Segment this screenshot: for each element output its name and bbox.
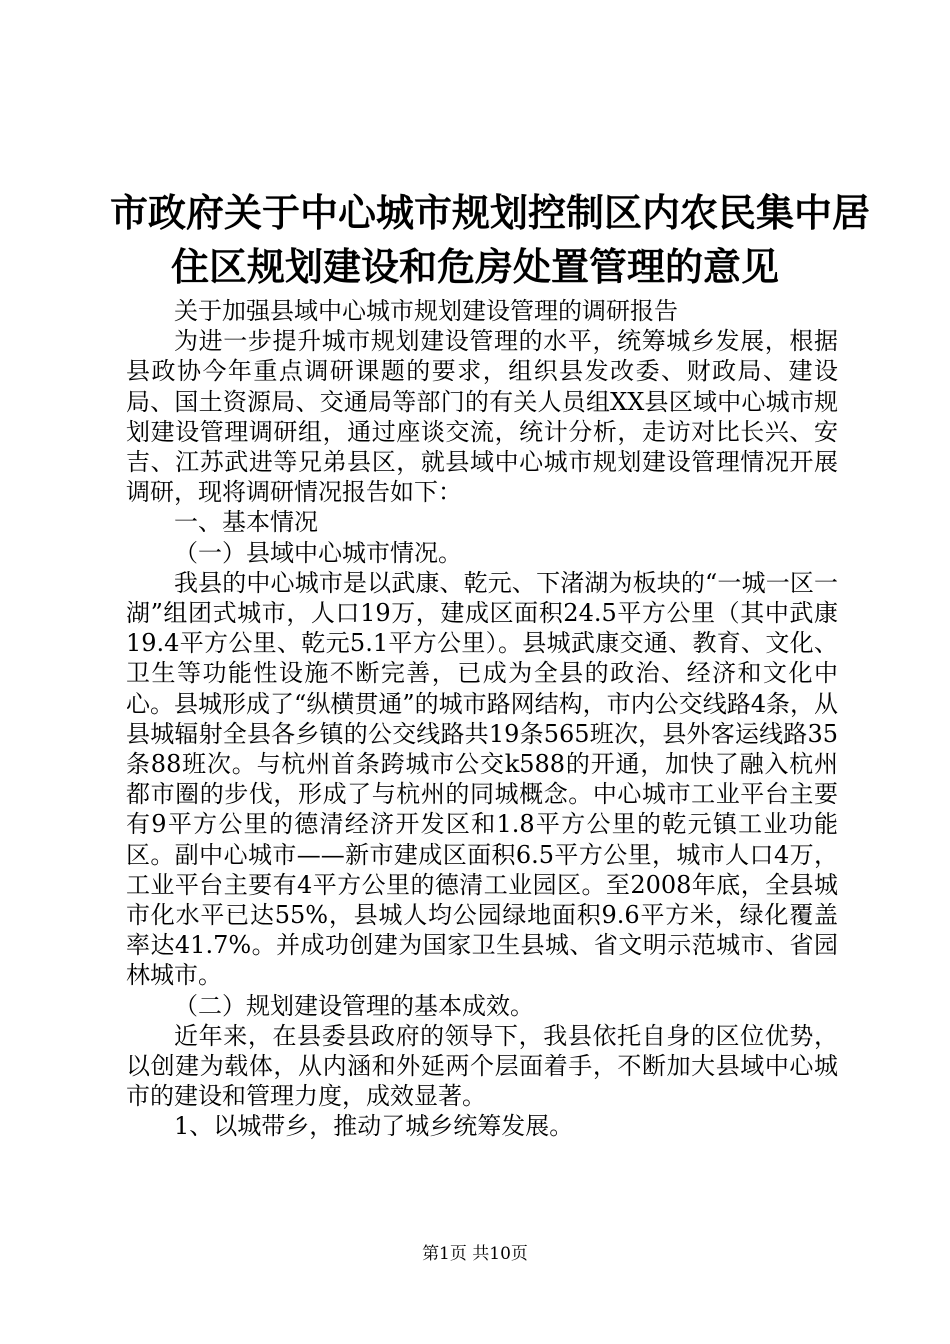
paragraph-achievements: 近年来，在县委县政府的领导下，我县依托自身的区位优势，以创建为载体，从内涵和外延两个层面着手，不断加大县域中心城市的建设和管理力度，成效显著。 bbox=[126, 1021, 838, 1111]
page-number: 第1页 共10页 bbox=[422, 1244, 528, 1264]
paragraph-intro: 为进一步提升城市规划建设管理的水平，统筹城乡发展，根据县政协今年重点调研课题的要求，组织县发改委、财政局、建设局、国土资源局、交通局等部门的有关人员组XX县区域中心城市规划建设管理调研组，通过座谈交流，统计分析，走访对比长兴、安吉、江苏武进等兄弟县区，就县域中心城市规划建设管理情况开展调研，现将调研情况报告如下： bbox=[126, 327, 838, 507]
subsection-heading-1: （一）县域中心城市情况。 bbox=[174, 538, 462, 567]
paragraph-city-overview: 我县的中心城市是以武康、乾元、下渚湖为板块的“一城一区一湖”组团式城市，人口19万，建成区面积24.5平方公里（其中武康19.4平方公里、乾元5.1平方公里）。县城武康交通、教育、文化、卫生等功能性设施不断完善，已成为全县的政治、经济和文化中心。县城形成了“纵横贯通”的城市路网结构，市内公交线路4条，从县城辐射全县各乡镇的公交线路共19条565班次，县外客运线路35条88班次。与杭州首条跨城市公交k588的开通，加快了融入杭州都市圈的步伐，形成了与杭州的同城概念。中心城市工业平台主要有9平方公里的德清经济开发区和1.8平方公里的乾元镇工业功能区。副中心城市——新市建成区面积6.5平方公里，城市人口4万，工业平台主要有4平方公里的德清工业园区。至2008年底，全县城市化水平已达55%，县城人均公园绿地面积9.6平方米，绿化覆盖率达41.7%。并成功创建为国家卫生县城、省文明示范城市、省园林城市。 bbox=[126, 568, 838, 990]
title-line-2: 住区规划建设和危房处置管理的意见 bbox=[170, 244, 779, 289]
item-heading-1: 1、以城带乡，推动了城乡统筹发展。 bbox=[174, 1112, 574, 1141]
report-subtitle: 关于加强县域中心城市规划建设管理的调研报告 bbox=[174, 297, 678, 325]
document-body bbox=[126, 296, 838, 1142]
title-line-1: 市政府关于中心城市规划控制区内农民集中居 bbox=[110, 190, 871, 235]
document-title bbox=[110, 186, 871, 294]
subsection-heading-2: （二）规划建设管理的基本成效。 bbox=[174, 991, 534, 1020]
section-heading-1: 一、基本情况 bbox=[174, 508, 318, 537]
